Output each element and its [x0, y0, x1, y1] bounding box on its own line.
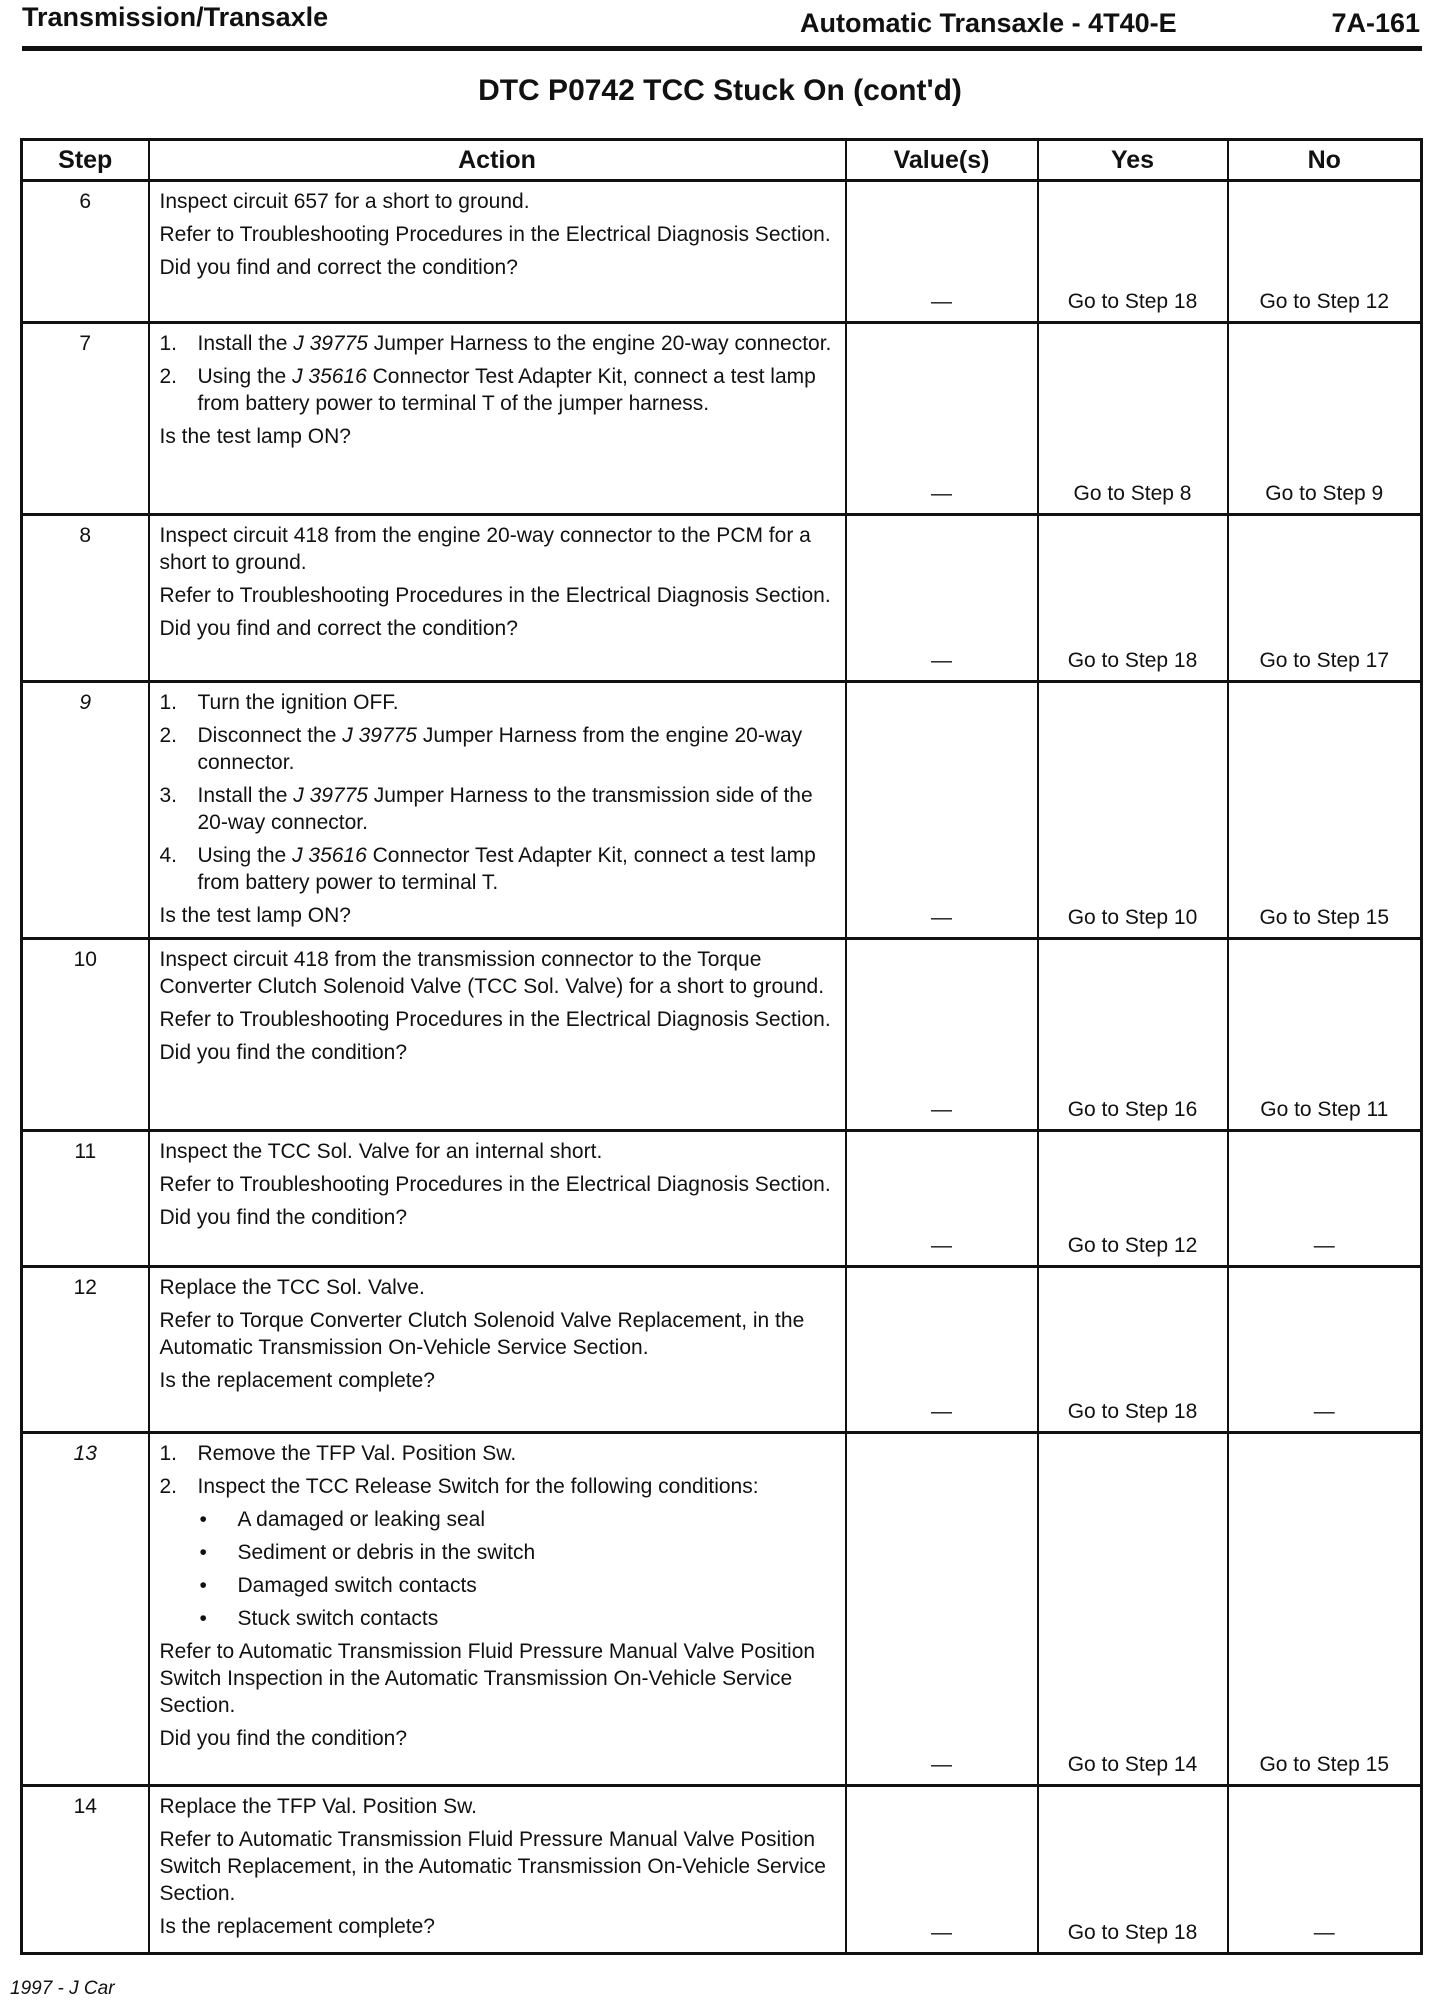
- yes-cell: Go to Step 14: [1038, 1433, 1228, 1786]
- action-question: Is the test lamp ON?: [159, 904, 351, 927]
- item-number: 3.: [159, 784, 178, 807]
- numbered-item: [160, 722, 837, 776]
- action-question: Did you find and correct the condition?: [159, 617, 518, 640]
- no-cell: —: [1228, 1267, 1422, 1433]
- tool-number: J 39775: [293, 784, 368, 807]
- value-cell: —: [846, 181, 1038, 323]
- step-number: 13: [22, 1433, 149, 1786]
- table-row: [22, 939, 1422, 1131]
- item-text: Using the J 35616 Connector Test Adapter Kit, connect a test lamp from battery power to terminal T.: [197, 844, 816, 894]
- step-number: 14: [22, 1786, 149, 1954]
- column-header-action: Action: [149, 140, 846, 181]
- table-row: [22, 181, 1422, 323]
- action-text: Refer to Troubleshooting Procedures in the Electrical Diagnosis Section.: [159, 1173, 831, 1196]
- step-number: 8: [22, 515, 149, 682]
- subsection-title: Automatic Transaxle - 4T40-E: [800, 8, 1177, 38]
- numbered-item: [160, 1473, 837, 1500]
- no-cell: Go to Step 11: [1228, 939, 1422, 1131]
- column-header-values: Value(s): [846, 140, 1038, 181]
- tool-number: J 39775: [293, 332, 368, 355]
- bullet-text: Sediment or debris in the switch: [237, 1541, 536, 1564]
- tool-number: J 35616: [292, 365, 367, 388]
- no-cell: Go to Step 15: [1228, 682, 1422, 939]
- item-number: 1.: [159, 332, 178, 355]
- action-cell: [149, 1433, 846, 1786]
- bullet-icon: •: [199, 1541, 207, 1564]
- no-cell: —: [1228, 1131, 1422, 1267]
- item-text: Turn the ignition OFF.: [197, 691, 399, 714]
- no-cell: —: [1228, 1786, 1422, 1954]
- column-header-yes: Yes: [1038, 140, 1228, 181]
- table-row: [22, 682, 1422, 939]
- tool-number: J 39775: [342, 724, 417, 747]
- page-title: DTC P0742 TCC Stuck On (cont'd): [478, 74, 962, 107]
- action-cell: [149, 1786, 846, 1954]
- item-number: 4.: [159, 844, 178, 867]
- numbered-item: [160, 689, 837, 716]
- numbered-item: [160, 1440, 837, 1467]
- step-number: 10: [22, 939, 149, 1131]
- table-header-row: [22, 140, 1422, 181]
- bullet-item: [160, 1506, 837, 1533]
- numbered-item: [160, 842, 837, 896]
- step-number: 9: [22, 682, 149, 939]
- value-cell: —: [846, 1433, 1038, 1786]
- yes-cell: Go to Step 18: [1038, 1786, 1228, 1954]
- action-cell: [149, 682, 846, 939]
- action-text: Replace the TCC Sol. Valve.: [159, 1276, 425, 1299]
- step-number: 12: [22, 1267, 149, 1433]
- action-cell: [149, 1131, 846, 1267]
- bullet-icon: •: [199, 1508, 207, 1531]
- numbered-item: [160, 782, 837, 836]
- value-cell: —: [846, 515, 1038, 682]
- item-number: 1.: [159, 1442, 178, 1465]
- item-text: Using the J 35616 Connector Test Adapter Kit, connect a test lamp from battery power to terminal T of the jumper harness.: [197, 365, 816, 415]
- value-cell: —: [846, 682, 1038, 939]
- action-text: Refer to Automatic Transmission Fluid Pressure Manual Valve Position Switch Inspection in the Automatic Transmission On-Vehicle Service Section.: [159, 1640, 816, 1717]
- item-text: Install the J 39775 Jumper Harness to the transmission side of the 20-way connector.: [197, 784, 813, 834]
- yes-cell: Go to Step 16: [1038, 939, 1228, 1131]
- bullet-item: [160, 1605, 837, 1632]
- yes-cell: Go to Step 8: [1038, 323, 1228, 515]
- item-text: Disconnect the J 39775 Jumper Harness from the engine 20-way connector.: [197, 724, 803, 774]
- action-cell: [149, 323, 846, 515]
- action-question: Did you find the condition?: [159, 1041, 407, 1064]
- action-text: Refer to Troubleshooting Procedures in the Electrical Diagnosis Section.: [159, 584, 831, 607]
- item-text: Install the J 39775 Jumper Harness to the engine 20-way connector.: [197, 332, 832, 355]
- action-question: Is the replacement complete?: [159, 1369, 435, 1392]
- section-title: Transmission/Transaxle: [22, 2, 329, 32]
- yes-cell: Go to Step 18: [1038, 1267, 1228, 1433]
- table-row: [22, 515, 1422, 682]
- yes-cell: Go to Step 10: [1038, 682, 1228, 939]
- table-row: [22, 323, 1422, 515]
- bullet-item: [160, 1539, 837, 1566]
- item-number: 2.: [159, 1475, 178, 1498]
- numbered-item: [160, 363, 837, 417]
- yes-cell: Go to Step 18: [1038, 181, 1228, 323]
- step-number: 11: [22, 1131, 149, 1267]
- action-question: Did you find and correct the condition?: [159, 256, 518, 279]
- action-question: Did you find the condition?: [159, 1727, 407, 1750]
- bullet-item: [160, 1572, 837, 1599]
- bullet-text: Stuck switch contacts: [237, 1607, 439, 1630]
- no-cell: Go to Step 17: [1228, 515, 1422, 682]
- no-cell: Go to Step 12: [1228, 181, 1422, 323]
- action-text: Inspect circuit 657 for a short to ground.: [159, 190, 530, 213]
- item-number: 1.: [159, 691, 178, 714]
- action-question: Is the test lamp ON?: [159, 425, 351, 448]
- bullet-icon: •: [199, 1607, 207, 1630]
- action-text: Inspect circuit 418 from the engine 20-way connector to the PCM for a short to ground.: [159, 524, 811, 574]
- action-text: Replace the TFP Val. Position Sw.: [159, 1795, 478, 1818]
- action-question: Is the replacement complete?: [159, 1915, 435, 1938]
- numbered-item: [160, 330, 837, 357]
- action-text: Refer to Torque Converter Clutch Solenoid Valve Replacement, in the Automatic Transmission On-Vehicle Service Section.: [159, 1309, 805, 1359]
- table-row: [22, 1267, 1422, 1433]
- item-number: 2.: [159, 724, 178, 747]
- value-cell: —: [846, 323, 1038, 515]
- action-text: Refer to Automatic Transmission Fluid Pressure Manual Valve Position Switch Replacement, in the Automatic Transmission On-Vehicle Service Section.: [159, 1828, 826, 1905]
- action-question: Did you find the condition?: [159, 1206, 407, 1229]
- page-number: 7A-161: [1331, 8, 1420, 38]
- value-cell: —: [846, 1267, 1038, 1433]
- step-number: 6: [22, 181, 149, 323]
- value-cell: —: [846, 939, 1038, 1131]
- no-cell: Go to Step 9: [1228, 323, 1422, 515]
- no-cell: Go to Step 15: [1228, 1433, 1422, 1786]
- action-text: Refer to Troubleshooting Procedures in the Electrical Diagnosis Section.: [159, 1008, 831, 1031]
- action-text: Refer to Troubleshooting Procedures in the Electrical Diagnosis Section.: [159, 223, 831, 246]
- bullet-text: A damaged or leaking seal: [237, 1508, 485, 1531]
- page-footer: 1997 - J Car: [10, 1978, 115, 1999]
- table-row: [22, 1131, 1422, 1267]
- action-cell: [149, 939, 846, 1131]
- table-row: [22, 1433, 1422, 1786]
- action-cell: [149, 515, 846, 682]
- action-text: Inspect the TCC Sol. Valve for an internal short.: [159, 1140, 603, 1163]
- value-cell: —: [846, 1786, 1038, 1954]
- action-cell: [149, 1267, 846, 1433]
- item-text: Remove the TFP Val. Position Sw.: [197, 1442, 517, 1465]
- bullet-icon: •: [199, 1574, 207, 1597]
- tool-number: J 35616: [292, 844, 367, 867]
- step-number: 7: [22, 323, 149, 515]
- column-header-no: No: [1228, 140, 1422, 181]
- value-cell: —: [846, 1131, 1038, 1267]
- bullet-text: Damaged switch contacts: [237, 1574, 477, 1597]
- item-number: 2.: [159, 365, 178, 388]
- yes-cell: Go to Step 12: [1038, 1131, 1228, 1267]
- diagnostic-table: [20, 138, 1423, 1955]
- table-row: [22, 1786, 1422, 1954]
- header-rule: [22, 46, 1422, 51]
- action-cell: [149, 181, 846, 323]
- yes-cell: Go to Step 18: [1038, 515, 1228, 682]
- item-text: Inspect the TCC Release Switch for the following conditions:: [197, 1475, 759, 1498]
- column-header-step: Step: [22, 140, 149, 181]
- action-text: Inspect circuit 418 from the transmission connector to the Torque Converter Clutch Solenoid Valve (TCC Sol. Valve) for a short to ground.: [159, 948, 825, 998]
